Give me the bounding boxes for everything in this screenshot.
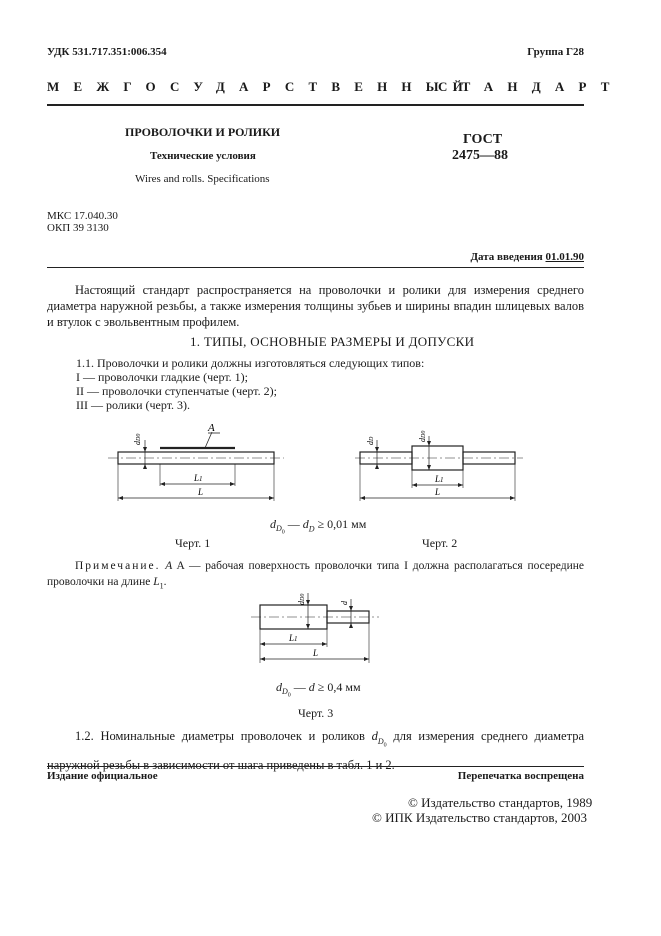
type-3: III — ролики (черт. 3).	[76, 398, 191, 412]
label-dd0-fig2: dD0	[418, 430, 427, 442]
figure-2-caption: Черт. 2	[422, 536, 458, 550]
introduction-date	[470, 251, 584, 263]
copyright-1989: © Издательство стандартов, 1989	[408, 795, 593, 810]
formula-fig-3-value: ≥ 0,4 мм	[317, 680, 361, 694]
clause-1-2: 1.2. Номинальные диаметры проволочек и роликов $d_{D_0}$ для измерения среднего диаметра наружной резьбы в зависимости от шага приведены в табл. 1 и 2.	[47, 729, 585, 773]
label-d-fig3: d	[340, 601, 349, 605]
date-rule	[47, 267, 584, 268]
label-dd-fig2: dD	[366, 436, 375, 445]
official-edition: Издание официальное	[47, 770, 158, 782]
banner-right: СТАНДАРТ	[438, 79, 624, 94]
english-title: Wires and rolls. Specifications	[135, 173, 270, 185]
note-l: L	[153, 576, 160, 588]
step-middle	[412, 446, 463, 470]
figure-3-caption: Черт. 3	[298, 706, 334, 720]
section-1-heading: 1. ТИПЫ, ОСНОВНЫЕ РАЗМЕРЫ И ДОПУСКИ	[190, 334, 475, 349]
introduction-date-label: Дата введения	[470, 251, 543, 263]
type-2: II — проволочки ступенчатые (черт. 2);	[76, 384, 277, 398]
figure-1-caption: Черт. 1	[175, 536, 211, 550]
banner-left: МЕЖГОСУДАРСТВЕННЫЙ	[47, 79, 477, 94]
formula-fig-1-2: $d_{D_0}$ — $d_D \ge 0,01$ мм	[270, 517, 367, 536]
formula-fig-1-2-value: ≥ 0,01 мм	[317, 517, 367, 531]
type-1: I — проволочки гладкие (черт. 1);	[76, 370, 248, 384]
label-l-fig2: L	[435, 487, 441, 497]
figure-3-drawing	[245, 585, 385, 665]
gost-label: ГОСТ	[463, 132, 503, 147]
note-paragraph: Примечание. A A — рабочая поверхность проволочки типа I должна располагаться посередине проволочки на длине $L_1$.	[47, 560, 584, 591]
introduction-date-value: 01.01.90	[545, 251, 584, 263]
clause-1-1: 1.1. Проволочки и ролики должны изготовляться следующих типов:	[76, 356, 425, 370]
note-symbol-a: A	[165, 560, 173, 572]
label-l-fig3: L	[313, 648, 319, 658]
clause-1-2-part2: для измерения среднего диаметра наружной резьбы в зависимости от шага приведены в табл. 1 и 2.	[47, 729, 585, 773]
figure-1-drawing	[100, 418, 295, 503]
reprint-prohibited: Перепечатка воспрещена	[457, 770, 584, 782]
label-l1-fig1: L1	[194, 473, 203, 483]
note-lead: Примечание.	[75, 560, 161, 572]
okp-code: ОКП 39 3130	[47, 222, 109, 234]
formula-fig-3: $d_{D_0}$ — d ≥ 0,4 мм	[276, 680, 361, 699]
udk-code: УДК 531.717.351:006.354	[47, 46, 167, 58]
gost-number: 2475—88	[452, 148, 508, 163]
label-l1-fig3: L1	[289, 633, 298, 643]
label-l1-fig2: L1	[435, 474, 444, 484]
note-text: A — рабочая поверхность проволочки типа I должна располагаться посередине проволочки на длине	[47, 560, 584, 588]
figure-2-drawing	[355, 418, 525, 503]
label-l-fig1: L	[198, 487, 204, 497]
label-dd0-fig3: dD0	[297, 593, 306, 605]
group-code: Группа Г28	[527, 46, 584, 58]
document-title: ПРОВОЛОЧКИ И РОЛИКИ	[125, 125, 281, 139]
footer-rule	[47, 766, 584, 767]
copyright-2003: © ИПК Издательство стандартов, 2003	[372, 810, 587, 825]
document-subtitle: Технические условия	[150, 150, 256, 162]
label-a: A	[208, 422, 215, 434]
wire-body	[118, 452, 274, 464]
label-dd0-fig1: dD0	[133, 433, 142, 445]
mks-code: МКС 17.040.30	[47, 210, 118, 222]
clause-1-2-part1: 1.2. Номинальные диаметры проволочек и роликов	[75, 729, 365, 743]
banner-rule	[47, 104, 584, 106]
intro-paragraph: Настоящий стандарт распространяется на проволочки и ролики для измерения среднего диаметра наружной резьбы, а также измерения толщины зубьев и ширины впадин шлицевых валов и втулок с эвольвентным профилем.	[47, 283, 584, 329]
